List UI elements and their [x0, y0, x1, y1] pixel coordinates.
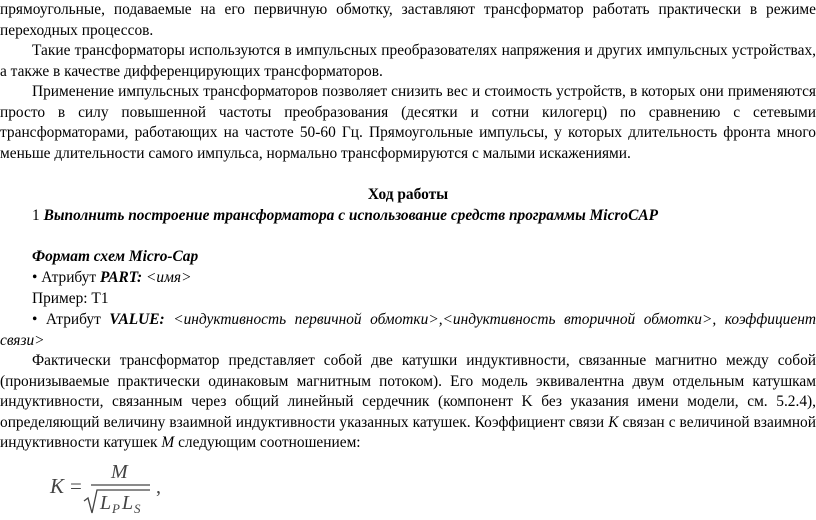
section-title: Ход работы: [367, 186, 449, 203]
attr-value-prefix: • Атрибут: [32, 311, 101, 328]
formula-k: K: [50, 474, 65, 498]
attribute-value: [0, 310, 816, 351]
attr-value-value: <индуктивность первичной обмотки>,<индуктивность вторичной обмотки>, коэффициент связи>: [0, 311, 816, 349]
work-step-1: [32, 206, 658, 227]
paragraph-intro-continued: прямоугольные, подаваемые на его первичную обмотку, заставляют трансформатор работать практически в режиме переходных процессов.: [0, 1, 816, 39]
step-number: 1: [32, 207, 40, 224]
coupling-formula: [46, 460, 176, 516]
attr-part-value: <имя>: [146, 269, 192, 286]
paragraph-pulse-transformers: Применение импульсных трансформаторов позволяет снизить вес и стоимость устройств, в которых они применяются просто в силу повышенной частоты преобразования (десятки и сотни килогерц) по сравнению с сетевыми трансформаторами, работающих на частоте 50-60 Гц. Прямоугольные импульсы, у которых длительность фронта много меньше длительности самого импульса, нормально трансформируются с малыми искажениями.: [0, 83, 816, 162]
formula-equals: =: [70, 474, 82, 498]
step-text: Выполнить построение трансформатора с использование средств программы MicroCAP: [43, 207, 659, 224]
formula-p: P: [112, 501, 120, 516]
mutual-m: M: [161, 434, 175, 451]
formula-comma: ,: [156, 476, 161, 498]
model-text-c: следующим соотношением:: [178, 434, 361, 451]
paragraph-transformer-usage: Такие трансформаторы используются в импульсных преобразователях напряжения и других импульсных устройствах, а также в качестве дифференцирующих трансформаторов.: [0, 42, 816, 80]
paragraph-transformer-model: [0, 351, 816, 454]
attr-part-prefix: • Атрибут: [32, 269, 97, 286]
attr-part-name: PART:: [99, 269, 143, 286]
model-text-b: связан с величиной взаимной индуктивности катушек: [0, 413, 816, 451]
formula-l1: L: [100, 492, 112, 514]
attribute-example: Пример: T1: [32, 290, 109, 307]
model-text-a: Фактически трансформатор представляет собой две катушки индуктивности, связанные магнитно между собой (пронизываемые практически одинаковым магнитным потоком). Его модель эквивалентна двум отдельным катушкам индуктивности, связанным через общий линейный сердечник (компонент K без указания имени модели, см. 5.2.4), определяющий величину взаимной индуктивности указанных катушек. Коэффициент связи: [0, 352, 816, 431]
coupling-k: K: [608, 413, 619, 431]
format-heading: Формат схем Micro-Cap: [32, 248, 199, 265]
formula-s: S: [134, 501, 141, 516]
formula-numerator: M: [111, 461, 128, 483]
attr-value-name: VALUE:: [109, 311, 165, 328]
formula-l2: L: [122, 492, 134, 514]
attribute-part: [32, 268, 191, 289]
